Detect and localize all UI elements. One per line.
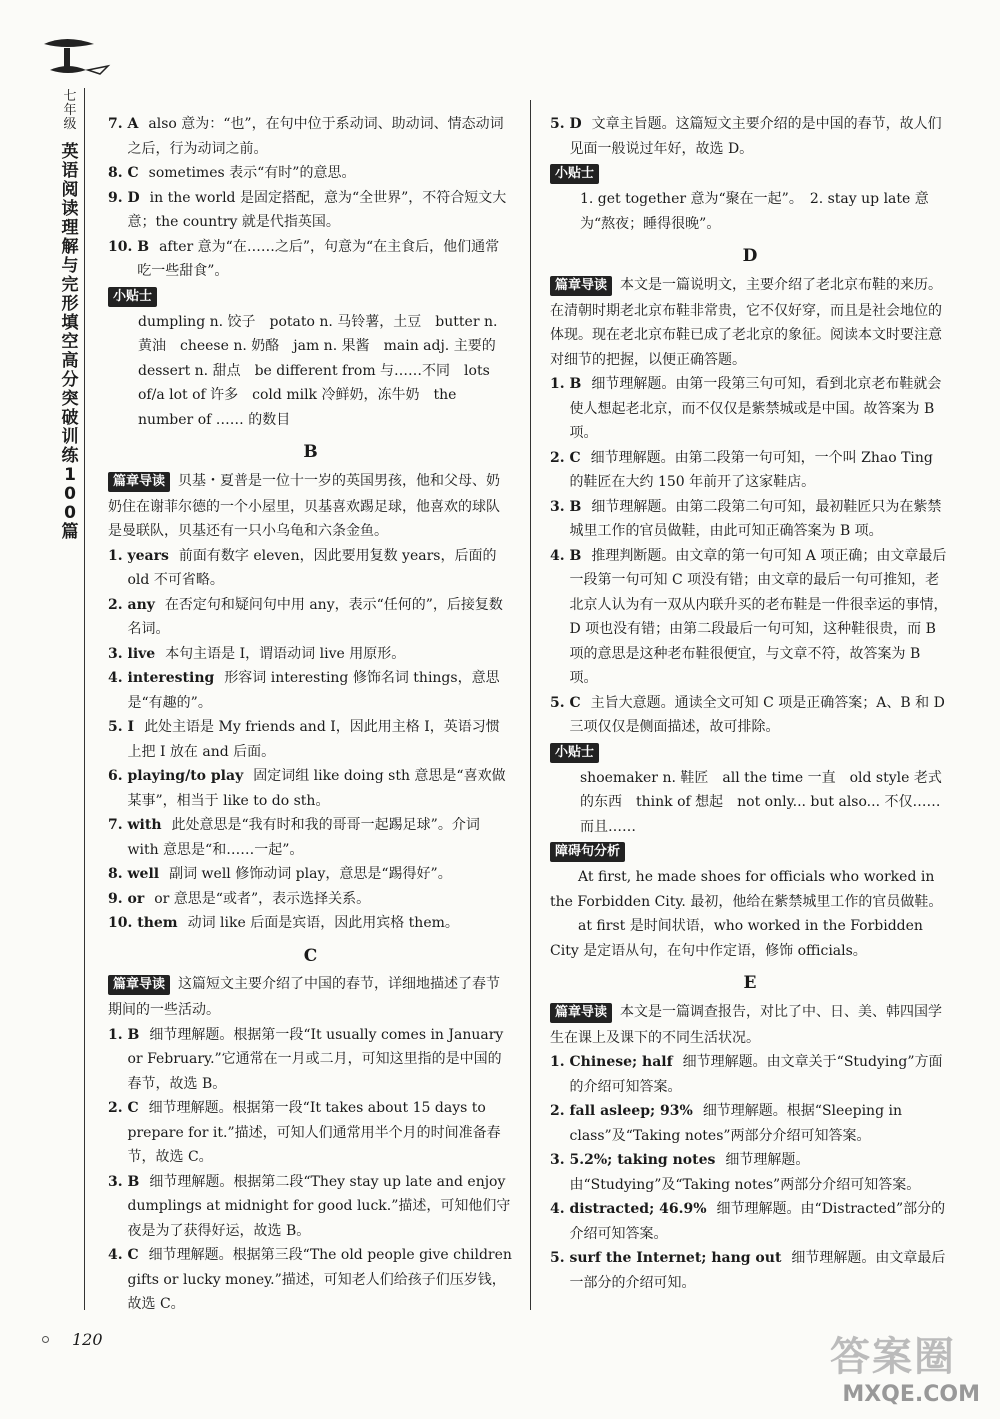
header-logo <box>36 30 116 85</box>
section-d-items <box>550 372 950 740</box>
item-explanation: 细节理解题。根据第二段“They stay up late and enjoy dumplings at midnight for good luck.”描述，可知他们守夜是为了获得好运，故选 B。 <box>127 1173 511 1239</box>
answer-item <box>108 764 513 813</box>
answer-item <box>550 1197 950 1246</box>
item-number: 5. <box>550 1250 570 1266</box>
item-number: 3. <box>108 1173 128 1190</box>
answer-item <box>108 862 513 887</box>
item-explanation: 固定词组 like doing sth 意思是“喜欢做某事”，相当于 like to do sth。 <box>127 768 506 809</box>
answer-item <box>108 544 513 593</box>
item-answer: B <box>127 1173 140 1190</box>
item-explanation: 前面有数字 eleven，因此要用复数 years，后面的 old 不可省略。 <box>127 547 497 588</box>
item-explanation: 此处意思是“我有时和我的哥哥一起踢足球”。介词 with 意思是“和……一起”。 <box>127 817 480 858</box>
section-c-items <box>108 1023 513 1317</box>
answer-item <box>108 593 513 642</box>
item-answer: B <box>569 376 582 392</box>
side-banner <box>54 88 85 1310</box>
tip-vocabulary: 1. get together 意为“聚在一起”。 2. stay up late 意为“熬夜；睡得很晚”。 <box>580 191 929 232</box>
item-answer: C <box>569 694 581 711</box>
answer-item <box>108 1023 513 1097</box>
item-number: 4. <box>550 547 570 564</box>
guide-label: 篇章导读 <box>550 1003 612 1023</box>
answer-item <box>550 446 950 495</box>
item-explanation: 细节理解题。由“Distracted”部分的介绍可知答案。 <box>569 1201 946 1242</box>
item-answer: I <box>127 719 135 735</box>
answer-item <box>550 372 950 446</box>
section-heading-e: E <box>743 973 757 993</box>
item-explanation: 本句主语是 I，谓语动词 live 用原形。 <box>165 645 406 662</box>
section-b-items <box>108 544 513 936</box>
item-answer: B <box>137 238 150 255</box>
item-explanation: 细节理解题。由第二段第二句可知，最初鞋匠只为在紫禁城里工作的官员做鞋，由此可知正确答案为 B 项。 <box>569 498 942 539</box>
guide-text: 贝基・夏普是一位十一岁的英国男孩，他和父母、奶奶住在谢菲尔德的一个小屋里，贝基喜欢踢足球，他喜欢的球队是曼联队，贝基还有一只小乌龟和六条金鱼。 <box>108 472 501 539</box>
item-number: 5. <box>108 719 128 735</box>
item-explanation: 细节理解题。根据第三段“The old people give children gifts or lucky money.”描述，可知老人们给孩子们压岁钱，故选 C。 <box>127 1247 512 1312</box>
guide-label: 篇章导读 <box>550 276 612 296</box>
guide-label: 篇章导读 <box>108 472 170 492</box>
item-answer: any <box>127 596 155 613</box>
item-answer: distracted; 46.9% <box>569 1201 707 1217</box>
item-number: 10. <box>108 915 138 931</box>
tip-label: 小贴士 <box>550 164 599 184</box>
answer-item <box>550 1148 950 1197</box>
item-answer: years <box>127 547 169 564</box>
guide-text: 本文是一篇调查报告，对比了中、日、美、韩四国学生在课上及课下的不同生活状况。 <box>550 1003 943 1046</box>
answer-item <box>108 813 513 862</box>
item-explanation: 动词 like 后面是宾语，因此用宾格 them。 <box>187 915 459 931</box>
answer-item <box>550 691 950 740</box>
item-explanation: 细节理解题。由“Studying”及“Taking notes”两部分介绍可知答案。 <box>569 1152 921 1193</box>
left-column <box>108 112 513 1317</box>
item-explanation: 细节理解题。由第二段第一句可知，一个叫 Zhao Ting 的鞋匠在大约 150 年前开了这家鞋店。 <box>569 449 933 490</box>
item-answer: Chinese; half <box>569 1054 673 1070</box>
item-number: 3. <box>550 498 570 515</box>
item-explanation: after 意为“在……之后”，句意为“在主食后，他们通常吃一些甜食”。 <box>137 238 500 279</box>
item-number: 5. <box>550 116 570 132</box>
answer-item <box>550 495 950 544</box>
item-answer: B <box>127 1026 140 1043</box>
item-answer: D <box>127 189 140 206</box>
tip-vocabulary: shoemaker n. 鞋匠 all the time 一直 old style 老式的东西 think of 想起 not only... but also... 不仅……而且…… <box>580 769 942 835</box>
item-explanation: 在否定句和疑问句中用 any，表示“任何的”，后接复数名词。 <box>127 596 503 637</box>
item-explanation: 形容词 interesting 修饰名词 things，意思是“有趣的”。 <box>127 670 500 711</box>
item-number: 9. <box>108 890 128 907</box>
barrier-sentence: At first, he made shoes for officials who worked in the Forbidden City. 最初，他给在紫禁城里工作的官员做鞋。 <box>550 869 943 910</box>
answer-item <box>108 186 513 235</box>
item-number: 10. <box>108 238 138 255</box>
item-number: 2. <box>108 1100 128 1116</box>
answer-item <box>108 715 513 764</box>
item-number: 7. <box>108 817 128 833</box>
watermark-text: 答案圈 <box>830 1334 956 1380</box>
answer-item <box>550 1099 950 1148</box>
item-answer: C <box>569 449 581 466</box>
item-number: 5. <box>550 694 570 711</box>
item-answer: them <box>137 915 178 931</box>
item-number: 8. <box>108 165 128 181</box>
answer-item <box>108 642 513 667</box>
item-answer: C <box>127 165 139 181</box>
grade-label: 七年级 <box>63 89 77 132</box>
item-answer: live <box>127 645 156 662</box>
item-explanation: 文章主旨题。这篇短文主要介绍的是中国的春节，故人们见面一般说过年好，故选 D。 <box>569 116 942 157</box>
item-number: 3. <box>108 645 128 662</box>
guide-label: 篇章导读 <box>108 975 170 995</box>
item-number: 3. <box>550 1152 570 1168</box>
item-answer: well <box>127 866 160 882</box>
answer-item <box>108 911 513 936</box>
item-explanation: 此处主语是 My friends and I，因此用主格 I，英语习惯上把 I 放在 and 后面。 <box>127 719 500 760</box>
item-number: 2. <box>550 1103 570 1119</box>
item-answer: C <box>127 1100 139 1116</box>
item-number: 1. <box>108 547 128 564</box>
section-e-items <box>550 1050 950 1295</box>
item-answer: surf the Internet; hang out <box>569 1250 782 1266</box>
lamp-logo-icon <box>36 30 116 85</box>
column-divider <box>530 100 531 1310</box>
answer-item <box>550 112 950 161</box>
item-answer: D <box>569 116 582 132</box>
answer-item <box>108 666 513 715</box>
item-explanation: 细节理解题。根据第一段“It usually comes in January or February.”它通常在一月或二月，可知这里指的是中国的春节，故选 B。 <box>127 1026 504 1092</box>
right-column <box>550 112 950 1295</box>
item-explanation: 副词 well 修饰动词 play，意思是“踢得好”。 <box>169 866 452 882</box>
answer-item <box>108 161 513 186</box>
item-explanation: 细节理解题。根据“Sleeping in class”及“Taking notes”两部分介绍可知答案。 <box>569 1103 902 1144</box>
item-number: 6. <box>108 768 128 784</box>
item-answer: A <box>127 116 139 132</box>
page-dot <box>42 1336 49 1343</box>
barrier-analysis: at first 是时间状语，who worked in the Forbidden City 是定语从句，在句中作定语，修饰 officials。 <box>550 918 923 959</box>
item-answer: C <box>127 1247 139 1263</box>
item-answer: 5.2%; taking notes <box>569 1152 716 1168</box>
book-title: 英语阅读理解与完形填空高分突破训练100篇 <box>61 142 79 542</box>
answer-item <box>108 1170 513 1244</box>
answer-item <box>108 112 513 161</box>
item-number: 1. <box>550 376 570 392</box>
item-explanation: 主旨大意题。通读全文可知 C 项是正确答案；A、B 和 D 三项仅仅是侧面描述，故可排除。 <box>569 694 945 735</box>
guide-text: 这篇短文主要介绍了中国的春节，详细地描述了春节期间的一些活动。 <box>108 976 501 1018</box>
item-answer: playing/to play <box>127 768 244 784</box>
watermark <box>830 1325 980 1410</box>
item-explanation: 细节理解题。由第一段第三句可知，看到北京老布鞋就会使人想起老北京，而不仅仅是紫禁城或是中国。故答案为 B 项。 <box>569 376 942 441</box>
answer-item <box>108 1096 513 1170</box>
guide-text: 本文是一篇说明文，主要介绍了老北京布鞋的来历。在清朝时期老北京布鞋非常贵，它不仅好穿，而且是社会地位的体现。现在老北京布鞋已成了老北京的象征。阅读本文时要注意对细节的把握，以便正确答题。 <box>550 276 943 368</box>
item-answer: B <box>569 547 582 564</box>
item-explanation: 细节理解题。根据第一段“It takes about 15 days to prepare for it.”描述，可知人们通常用半个月的时间准备春节，故选 C。 <box>127 1100 501 1165</box>
answer-item <box>550 544 950 691</box>
item-explanation: 细节理解题。由文章最后一部分的介绍可知。 <box>569 1250 946 1291</box>
item-answer: fall asleep; 93% <box>569 1103 693 1119</box>
tip-label: 小贴士 <box>550 743 599 763</box>
section-heading-b: B <box>303 442 318 462</box>
answer-item <box>108 887 513 912</box>
item-number: 4. <box>108 670 128 686</box>
item-explanation: also 意为：“也”，在句中位于系动词、助动词、情态动词之后，行为动词之前。 <box>127 116 504 157</box>
item-explanation: or 意思是“或者”，表示选择关系。 <box>154 890 371 907</box>
item-explanation: 细节理解题。由文章关于“Studying”方面的介绍可知答案。 <box>569 1054 943 1095</box>
section-heading-c: C <box>303 945 318 966</box>
answer-item <box>550 1246 950 1295</box>
tip-vocabulary: dumpling n. 饺子 potato n. 马铃薯，土豆 butter n. 黄油 cheese n. 奶酪 jam n. 果酱 main adj. 主要的 dessert n. 甜点 be different from 与……不同 lots of/a lot of 许多 cold milk 冷鲜奶，冻牛奶 the number of …… 的数目 <box>138 313 510 428</box>
item-number: 8. <box>108 866 128 882</box>
item-number: 4. <box>550 1201 570 1217</box>
item-number: 7. <box>108 116 128 132</box>
item-number: 2. <box>550 449 570 466</box>
answer-item <box>108 235 513 284</box>
answer-item <box>550 1050 950 1099</box>
item-answer: or <box>127 890 145 907</box>
item-number: 9. <box>108 189 128 206</box>
item-answer: with <box>127 817 162 833</box>
page-number: 120 <box>72 1330 103 1349</box>
item-number: 1. <box>108 1026 128 1043</box>
item-explanation: 推理判断题。由文章的第一句可知 A 项正确；由文章最后一段第一句可知 C 项没有错；由文章的最后一句可推知，老北京人认为有一双从内联升买的老布鞋是一件很幸运的事情，D 项也没有错；由第二段最后一句可知，这种鞋很贵，而 B 项的意思是这种老布鞋很便宜，与文章不符，故答案为 B 项。 <box>569 547 948 686</box>
answer-item <box>108 1243 513 1317</box>
item-explanation: sometimes 表示“有时”的意思。 <box>148 165 356 181</box>
item-answer: interesting <box>127 670 215 686</box>
item-explanation: in the world 是固定搭配，意为“全世界”，不符合短文大意；the country 就是代指英国。 <box>127 189 507 230</box>
item-number: 4. <box>108 1247 128 1263</box>
section-heading-d: D <box>742 246 758 266</box>
section-a-items <box>108 112 513 284</box>
barrier-label: 障碍句分析 <box>550 842 625 862</box>
item-number: 1. <box>550 1054 570 1070</box>
item-answer: B <box>569 498 582 515</box>
tip-label: 小贴士 <box>108 287 157 307</box>
watermark-url: MXQE.COM <box>842 1382 980 1407</box>
item-number: 2. <box>108 596 128 613</box>
